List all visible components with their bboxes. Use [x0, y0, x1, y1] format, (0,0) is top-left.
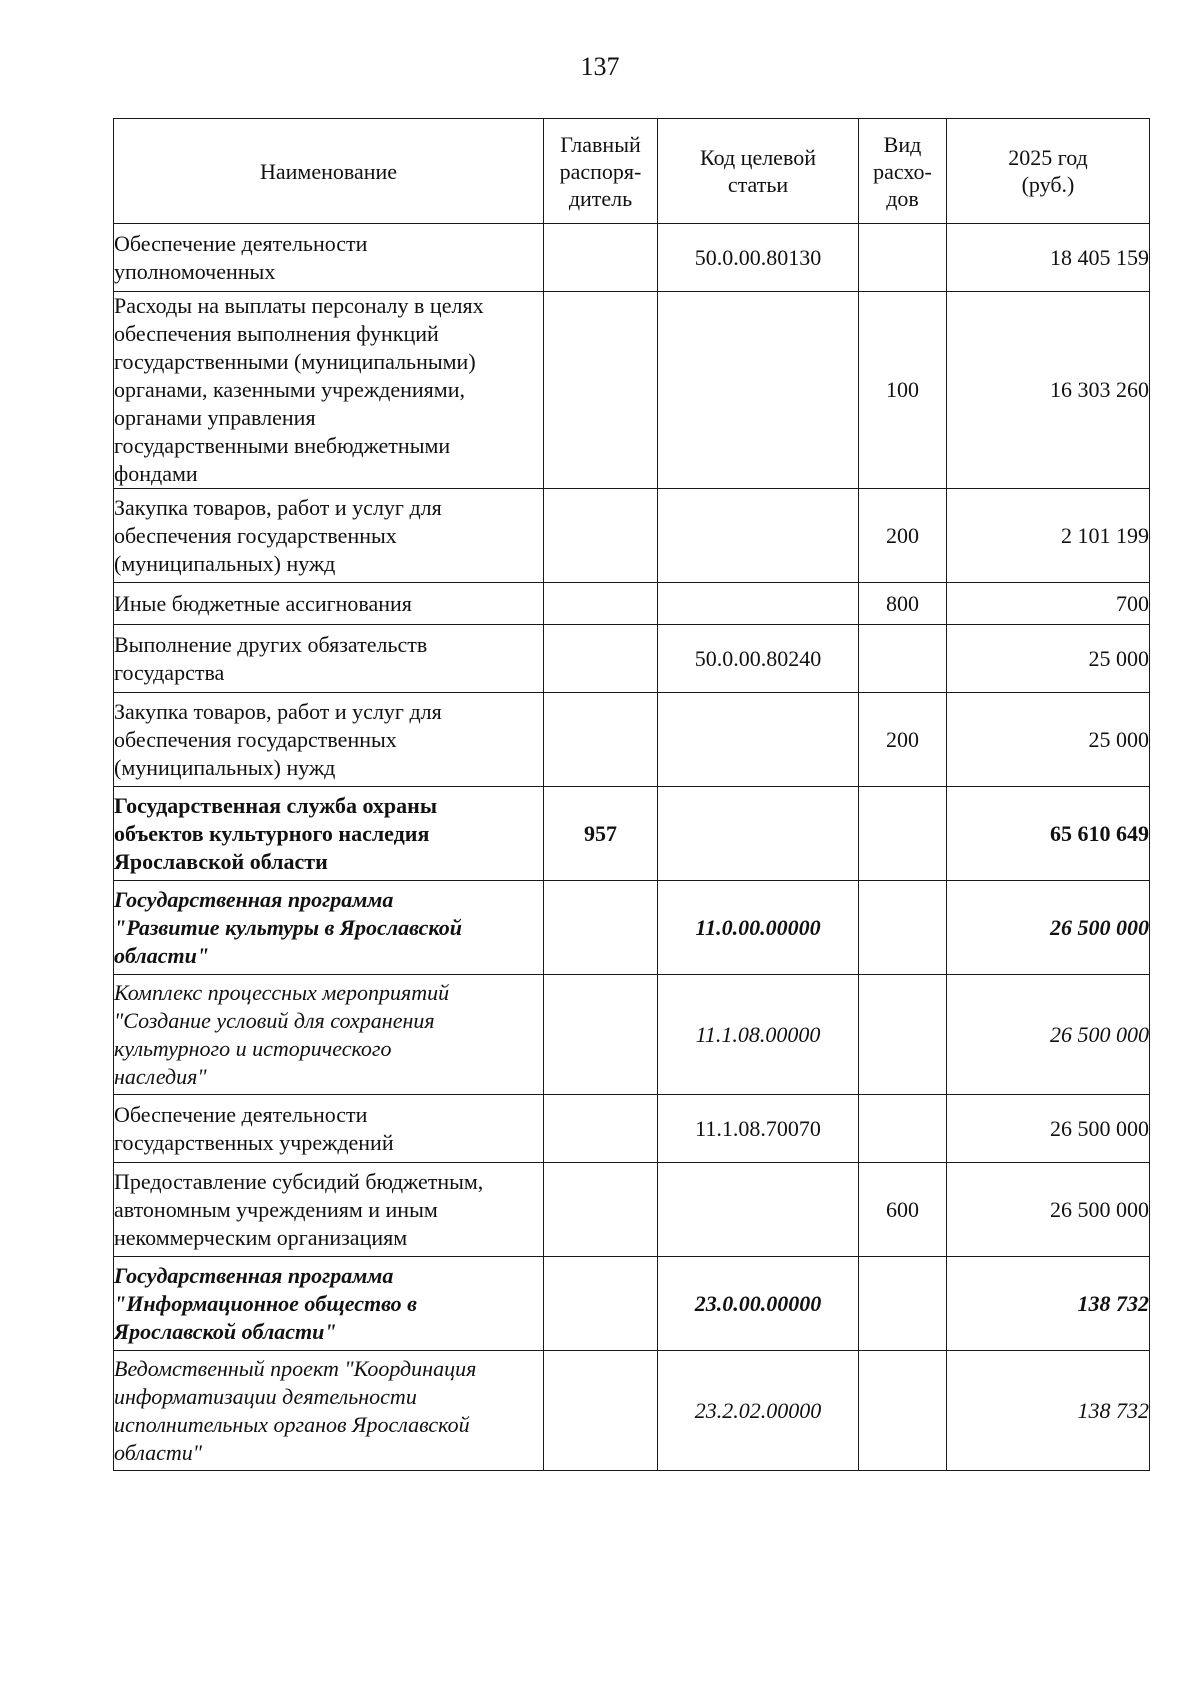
header-sum-line: (руб.): [1021, 172, 1075, 197]
cell-sum: 26 500 000: [947, 1163, 1150, 1257]
cell-kod: [658, 489, 859, 583]
header-glav-line: распоря-: [559, 158, 642, 184]
cell-name-line: государственных учреждений: [114, 1129, 394, 1155]
cell-name-line: наследия": [114, 1063, 207, 1089]
table-row: [114, 1257, 1150, 1351]
cell-glav: [544, 292, 658, 489]
cell-glav: 957: [544, 787, 658, 881]
cell-name-line: Комплекс процессных мероприятий: [114, 979, 450, 1005]
cell-name-line: органами, казенными учреждениями,: [114, 377, 465, 402]
cell-kod: 50.0.00.80130: [658, 224, 859, 292]
table-row: [114, 625, 1150, 693]
cell-glav: [544, 975, 658, 1095]
cell-name: [114, 787, 544, 881]
cell-name: [114, 224, 544, 292]
cell-name: [114, 1351, 544, 1471]
cell-kod: 11.0.00.00000: [658, 881, 859, 975]
header-glav-line: Главный: [560, 131, 641, 157]
cell-name-line: Государственная служба охраны: [114, 792, 438, 818]
cell-name-line: "Информационное общество в: [114, 1290, 417, 1316]
cell-name-line: Выполнение других обязательств: [114, 631, 428, 657]
cell-vid: [859, 625, 947, 693]
table-row: [114, 583, 1150, 625]
cell-name-line: Иные бюджетные ассигнования: [114, 590, 412, 616]
cell-vid: [859, 1257, 947, 1351]
cell-kod: [658, 583, 859, 625]
cell-name-line: "Создание условий для сохранения: [114, 1007, 435, 1033]
cell-name-line: "Развитие культуры в Ярославской: [114, 914, 462, 940]
cell-glav: [544, 625, 658, 693]
cell-sum: 25 000: [947, 625, 1150, 693]
cell-name: [114, 292, 544, 489]
cell-name: [114, 625, 544, 693]
cell-name-line: информатизации деятельности: [114, 1383, 417, 1409]
cell-name-line: Обеспечение деятельности: [114, 1101, 368, 1127]
page-number: 137: [580, 52, 620, 81]
table-row: [114, 1095, 1150, 1163]
cell-sum: 138 732: [947, 1351, 1150, 1471]
table-row: [114, 224, 1150, 292]
cell-name-line: (муниципальных) нужд: [114, 550, 336, 576]
cell-sum: 26 500 000: [947, 975, 1150, 1095]
table-row: [114, 975, 1150, 1095]
cell-name-line: объектов культурного наследия: [114, 820, 430, 846]
cell-name-line: области": [114, 942, 210, 968]
cell-name-line: исполнительных органов Ярославской: [114, 1411, 470, 1437]
cell-vid: [859, 1351, 947, 1471]
cell-kod: [658, 787, 859, 881]
cell-glav: [544, 583, 658, 625]
table-row: [114, 693, 1150, 787]
budget-table: [113, 118, 1150, 1471]
cell-name-line: Предоставление субсидий бюджетным,: [114, 1168, 484, 1194]
cell-name-line: обеспечения государственных: [114, 522, 397, 548]
cell-sum: 2 101 199: [947, 489, 1150, 583]
cell-name-line: государственными внебюджетными: [114, 433, 451, 458]
header-name: [114, 119, 544, 224]
header-sum: [947, 119, 1150, 224]
cell-name: [114, 881, 544, 975]
header-kod-line: статьи: [727, 172, 789, 197]
cell-glav: [544, 224, 658, 292]
cell-name-line: автономным учреждениям и иным: [114, 1196, 438, 1222]
cell-name-line: обеспечения государственных: [114, 726, 397, 752]
cell-vid: 200: [859, 693, 947, 787]
cell-name-line: государства: [114, 659, 225, 685]
header-glav: [544, 119, 658, 224]
table-row: [114, 292, 1150, 489]
header-name-label: Наименование: [259, 158, 398, 184]
cell-name-line: органами управления: [114, 405, 316, 430]
cell-name: [114, 693, 544, 787]
cell-name-line: Ведомственный проект "Координация: [114, 1355, 477, 1381]
cell-name-line: Закупка товаров, работ и услуг для: [114, 494, 442, 520]
header-vid-line: Вид: [883, 131, 922, 157]
cell-name-line: Обеспечение деятельности: [114, 230, 368, 256]
cell-name-line: государственными (муниципальными): [114, 349, 476, 374]
header-vid-line: расхо-: [873, 158, 932, 184]
header-vid-line: дов: [886, 185, 919, 211]
cell-name: [114, 489, 544, 583]
cell-name-line: культурного и исторического: [114, 1035, 392, 1061]
cell-kod: [658, 1163, 859, 1257]
cell-sum: 25 000: [947, 693, 1150, 787]
header-glav-line: дитель: [568, 185, 633, 211]
table-header-row: [114, 119, 1150, 224]
cell-kod: [658, 292, 859, 489]
cell-name-line: фондами: [114, 461, 198, 486]
cell-vid: [859, 1095, 947, 1163]
cell-vid: 200: [859, 489, 947, 583]
cell-sum: 138 732: [947, 1257, 1150, 1351]
cell-sum: 26 500 000: [947, 881, 1150, 975]
cell-kod: 23.0.00.00000: [658, 1257, 859, 1351]
cell-name: [114, 1257, 544, 1351]
header-sum-line: 2025 год: [1008, 145, 1088, 170]
cell-name: [114, 975, 544, 1095]
cell-name-line: Государственная программа: [114, 1262, 394, 1288]
cell-glav: [544, 1163, 658, 1257]
cell-name: [114, 583, 544, 625]
cell-name-line: обеспечения выполнения функций: [114, 321, 439, 346]
cell-vid: 600: [859, 1163, 947, 1257]
cell-sum: 18 405 159: [947, 224, 1150, 292]
cell-vid: 100: [859, 292, 947, 489]
cell-sum: 26 500 000: [947, 1095, 1150, 1163]
cell-name-line: уполномоченных: [114, 258, 276, 284]
table-row: [114, 489, 1150, 583]
table-row: [114, 1351, 1150, 1471]
cell-kod: 23.2.02.00000: [658, 1351, 859, 1471]
table-row: [114, 1163, 1150, 1257]
cell-name-line: Ярославской области": [114, 1318, 337, 1344]
cell-glav: [544, 693, 658, 787]
cell-name-line: области": [114, 1439, 202, 1465]
cell-name-line: некоммерческим организациям: [114, 1224, 408, 1250]
cell-name: [114, 1095, 544, 1163]
cell-glav: [544, 1257, 658, 1351]
cell-vid: [859, 787, 947, 881]
cell-kod: 50.0.00.80240: [658, 625, 859, 693]
cell-name: [114, 1163, 544, 1257]
cell-sum: 65 610 649: [947, 787, 1150, 881]
header-vid: [859, 119, 947, 224]
cell-name-line: Закупка товаров, работ и услуг для: [114, 698, 442, 724]
cell-vid: [859, 975, 947, 1095]
table-body: [114, 224, 1150, 1471]
cell-name-line: (муниципальных) нужд: [114, 754, 336, 780]
cell-kod: 11.1.08.00000: [658, 975, 859, 1095]
cell-glav: [544, 1095, 658, 1163]
cell-name-line: Ярославской области: [114, 848, 328, 874]
cell-glav: [544, 489, 658, 583]
cell-glav: [544, 1351, 658, 1471]
cell-glav: [544, 881, 658, 975]
header-kod: [658, 119, 859, 224]
cell-vid: 800: [859, 583, 947, 625]
header-kod-line: Код целевой: [700, 145, 816, 170]
table-row: [114, 787, 1150, 881]
cell-kod: 11.1.08.70070: [658, 1095, 859, 1163]
cell-name-line: Государственная программа: [114, 886, 394, 912]
table-row: [114, 881, 1150, 975]
cell-sum: 700: [947, 583, 1150, 625]
cell-sum: 16 303 260: [947, 292, 1150, 489]
cell-vid: [859, 224, 947, 292]
cell-name-line: Расходы на выплаты персоналу в целях: [114, 293, 484, 318]
cell-vid: [859, 881, 947, 975]
cell-kod: [658, 693, 859, 787]
